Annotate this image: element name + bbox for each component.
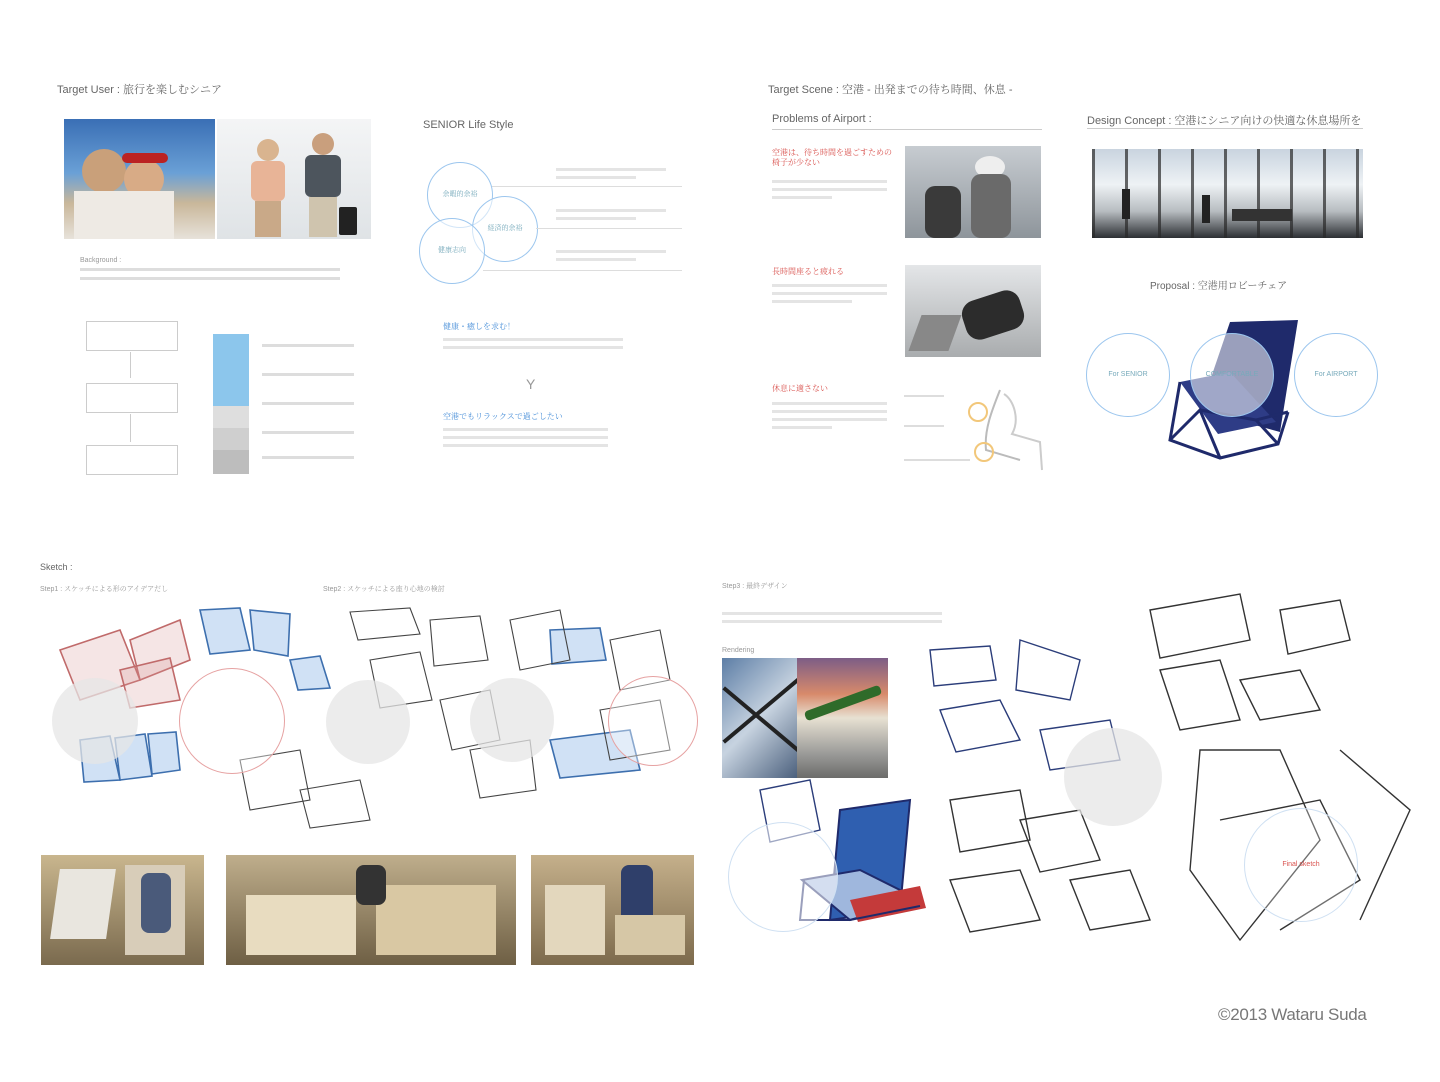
down-arrow-icon: Y bbox=[526, 376, 536, 392]
lifestyle-circle-economic: 経済的余裕 bbox=[472, 196, 538, 262]
mockup-photo-2 bbox=[226, 855, 516, 965]
mockup-photo-1 bbox=[41, 855, 204, 965]
rendering-note-circle bbox=[728, 822, 838, 932]
concept-circle-senior: For SENIOR bbox=[1086, 333, 1170, 417]
flow-box-2 bbox=[86, 383, 178, 413]
copyright: ©2013 Wataru Suda bbox=[1218, 1005, 1367, 1024]
target-user-title: Target User : 旅行を楽しむシニア bbox=[57, 84, 223, 96]
senior-couple-travel-photo bbox=[217, 119, 371, 239]
target-scene-title: Target Scene : 空港 - 出発までの待ち時間、休息 - bbox=[768, 84, 1013, 96]
callout-relax: 空港でもリラックスで過ごしたい bbox=[443, 412, 563, 421]
problem-1: 空港は、待ち時間を過ごすための椅子が少ない bbox=[772, 148, 892, 167]
copyright-icon: © bbox=[1218, 1005, 1231, 1024]
sketch-note-circle-5 bbox=[608, 676, 698, 766]
problem-2: 長時間座ると疲れる bbox=[772, 267, 844, 276]
senior-lifestyle-title: SENIOR Life Style bbox=[423, 119, 514, 131]
lifestyle-notes bbox=[556, 168, 666, 261]
background-text-lines bbox=[80, 268, 340, 280]
bar-legend-lines bbox=[262, 344, 354, 459]
flow-box-3 bbox=[86, 445, 178, 475]
seated-posture-diagram bbox=[900, 380, 1050, 476]
step2-label: Step2 : スケッチによる座り心地の検討 bbox=[323, 586, 445, 593]
sketch-note-circle-1 bbox=[52, 678, 138, 764]
step3-note-circle bbox=[1064, 728, 1162, 826]
step1-label: Step1 : スケッチによる形のアイデアだし bbox=[40, 586, 169, 593]
concept-circle-airport: For AIRPORT bbox=[1294, 333, 1378, 417]
sketch-note-circle-2 bbox=[179, 668, 285, 774]
final-sketch-circle: Final sketch bbox=[1244, 808, 1358, 922]
sketch-note-circle-4 bbox=[470, 678, 554, 762]
callout-healing: 健康・癒しを求む！ bbox=[443, 322, 515, 331]
sketch-title: Sketch : bbox=[40, 562, 73, 572]
proposal-title: Proposal : 空港用ロビーチェア bbox=[1150, 281, 1288, 292]
sketch-note-circle-3 bbox=[326, 680, 410, 764]
rendering-label: Rendering bbox=[722, 647, 755, 654]
step3-label: Step3 : 最終デザイン bbox=[722, 583, 788, 590]
airport-terminal-photo bbox=[1092, 149, 1363, 238]
airport-waiting-photo bbox=[905, 146, 1041, 238]
design-concept-title: Design Concept : 空港にシニア向けの快適な休息場所を bbox=[1087, 115, 1362, 127]
background-label: Background : bbox=[80, 257, 122, 264]
problems-title: Problems of Airport : bbox=[772, 113, 872, 125]
mockup-photo-3 bbox=[531, 855, 694, 965]
lifestyle-circle-leisure: 余暇的余裕 bbox=[427, 162, 493, 228]
problem-3: 休息に適さない bbox=[772, 384, 828, 393]
flow-box-1 bbox=[86, 321, 178, 351]
population-stacked-bar bbox=[213, 334, 249, 474]
concept-circle-comfortable: COMFORTABLE bbox=[1190, 333, 1274, 417]
lifestyle-circle-health: 健康志向 bbox=[419, 218, 485, 284]
tired-traveler-photo bbox=[905, 265, 1041, 357]
senior-couple-pool-photo bbox=[64, 119, 215, 239]
